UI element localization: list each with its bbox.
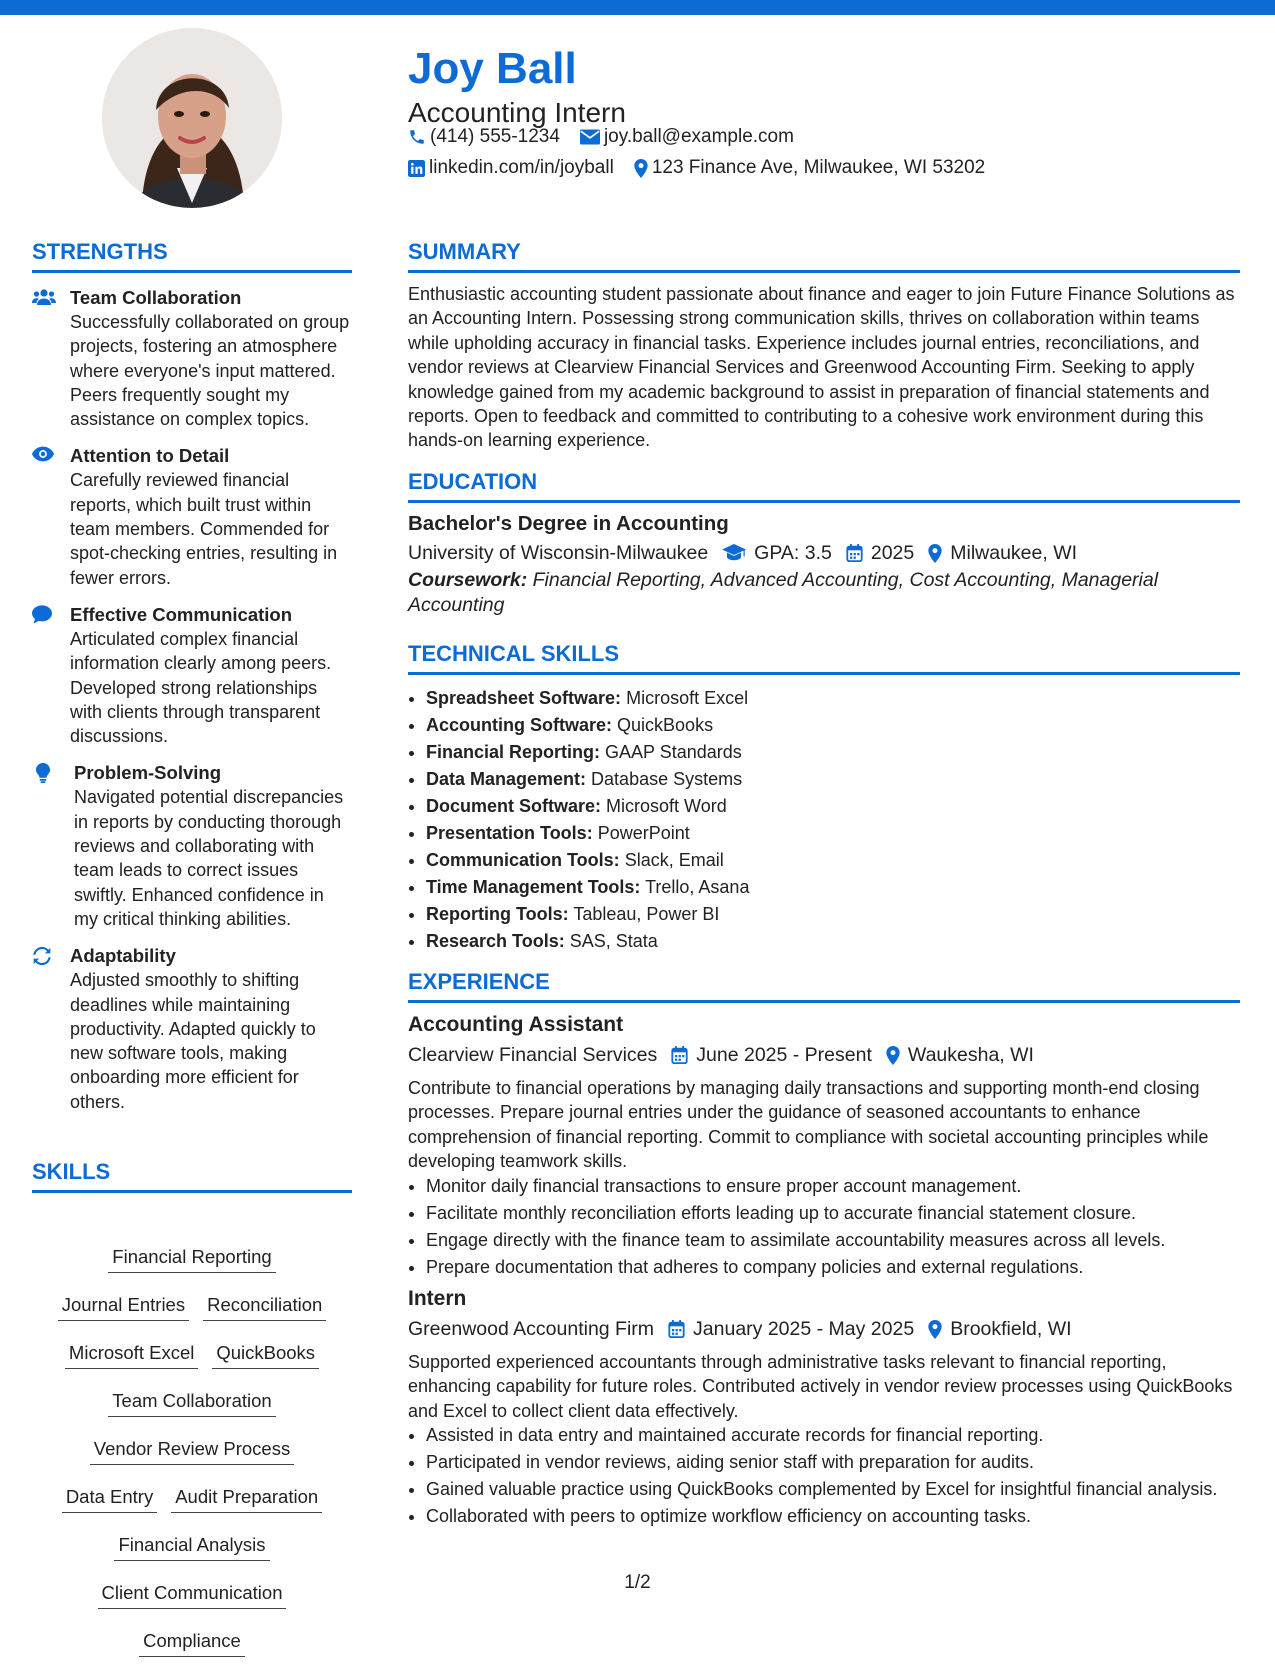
list-item: • Presentation Tools: PowerPoint xyxy=(426,820,1240,847)
coursework-label: Coursework: xyxy=(408,569,528,591)
email-contact xyxy=(580,126,794,148)
job-description: Contribute to financial operations by managing daily transactions and supporting month-end closing processes. Prepare journal entries under the guidance of seasoned accountants to enhance comprehension of financial reporting. Commit to compliance with societal accounting principles while developing teamwork skills. xyxy=(408,1078,1209,1172)
summary-heading: SUMMARY xyxy=(408,238,1240,273)
coursework xyxy=(408,568,1240,618)
summary-section xyxy=(408,282,1240,453)
skill-chip: Journal Entries xyxy=(58,1293,189,1321)
skill-chip: Microsoft Excel xyxy=(65,1341,198,1369)
location-text: Milwaukee, WI xyxy=(950,542,1078,564)
gpa-item xyxy=(722,538,832,568)
school-name: University of Wisconsin-Milwaukee xyxy=(408,542,709,564)
list-item: • Prepare documentation that adheres to company policies and external regulations. xyxy=(426,1255,1240,1279)
year-item xyxy=(846,538,914,568)
company-name: Clearview Financial Services xyxy=(408,1044,658,1066)
phone-contact xyxy=(408,126,560,148)
experience-heading: EXPERIENCE xyxy=(408,968,1240,1003)
list-item: • Collaborated with peers to optimize workflow efficiency on accounting tasks. xyxy=(426,1504,1240,1528)
list-item: • Engage directly with the finance team to assimilate accountability measures across all levels. xyxy=(426,1228,1240,1252)
dates-text: June 2025 - Present xyxy=(696,1044,872,1066)
gpa-text: GPA: 3.5 xyxy=(754,542,832,564)
map-pin-icon xyxy=(886,1046,900,1065)
users-icon xyxy=(32,288,56,306)
location-item xyxy=(886,1040,1034,1070)
envelope-icon xyxy=(580,129,600,145)
skill-chip: Audit Preparation xyxy=(171,1485,322,1513)
skill-chip: Financial Analysis xyxy=(114,1533,269,1561)
comment-icon xyxy=(32,605,52,624)
candidate-name: Joy Ball xyxy=(408,44,577,93)
address-contact xyxy=(634,157,985,179)
dates-item xyxy=(671,1040,872,1070)
skill-chip: QuickBooks xyxy=(212,1341,319,1369)
list-item: • Document Software: Microsoft Word xyxy=(426,793,1240,820)
strength-title: Effective Communication xyxy=(70,603,293,625)
strength-item xyxy=(32,286,352,431)
skill-chip: Team Collaboration xyxy=(108,1389,275,1417)
strength-title: Adaptability xyxy=(70,945,176,967)
linkedin-contact xyxy=(408,157,614,179)
list-item: • Research Tools: SAS, Stata xyxy=(426,928,1240,955)
calendar-icon xyxy=(668,1320,685,1338)
dates-text: January 2025 - May 2025 xyxy=(693,1318,915,1340)
skill-chip: Data Entry xyxy=(62,1485,157,1513)
candidate-title: Accounting Intern xyxy=(408,97,626,128)
strength-description: Navigated potential discrepancies in reports by conducting thorough reviews and collaborating with team leads to correct issues swiftly. Enhanced confidence in my critical thinking abilities. xyxy=(74,787,344,929)
list-item: • Assisted in data entry and maintained accurate records for financial reporting. xyxy=(426,1423,1240,1447)
address-text: 123 Finance Ave, Milwaukee, WI 53202 xyxy=(651,157,986,178)
location-text: Waukesha, WI xyxy=(907,1044,1034,1066)
list-item: • Facilitate monthly reconciliation efforts leading up to accurate financial statement closure. xyxy=(426,1201,1240,1225)
sync-icon xyxy=(32,946,52,966)
skill-chip: Reconciliation xyxy=(203,1293,326,1321)
job-entry xyxy=(408,1284,1240,1531)
job-title: Accounting Assistant xyxy=(408,1013,624,1036)
location-text: Brookfield, WI xyxy=(950,1318,1072,1340)
job-meta xyxy=(408,1040,1240,1070)
strength-title: Attention to Detail xyxy=(70,445,230,467)
map-pin-icon xyxy=(928,1320,942,1339)
technical-skills-section xyxy=(408,685,1240,955)
skills-heading: SKILLS xyxy=(32,1158,352,1193)
linkedin-link[interactable]: linkedin.com/in/joyball xyxy=(429,157,614,178)
skill-chip: Vendor Review Process xyxy=(90,1437,294,1465)
location-item xyxy=(928,1314,1071,1344)
skills-chip-list xyxy=(32,1245,352,1677)
strength-item xyxy=(32,603,352,748)
strength-description: Articulated complex financial information clearly among peers. Developed strong relationships with clients through transparent discussions. xyxy=(70,628,332,747)
job-bullets xyxy=(408,1423,1240,1528)
strengths-list xyxy=(32,286,352,1127)
strength-item xyxy=(32,944,352,1114)
strength-item xyxy=(32,444,352,589)
strength-description: Carefully reviewed financial reports, which built trust within team members. Commended for spot-checking entries, resulting in fewer errors. xyxy=(70,470,338,588)
skill-chip: Compliance xyxy=(139,1629,245,1657)
list-item: • Monitor daily financial transactions to ensure proper account management. xyxy=(426,1174,1240,1198)
year-text: 2025 xyxy=(870,542,915,564)
avatar xyxy=(102,28,282,208)
technical-skills-heading: TECHNICAL SKILLS xyxy=(408,640,1240,675)
education-heading: EDUCATION xyxy=(408,468,1240,503)
company-name: Greenwood Accounting Firm xyxy=(408,1318,655,1340)
graduation-cap-icon xyxy=(722,544,746,562)
degree-title: Bachelor's Degree in Accounting xyxy=(408,512,729,535)
top-accent-bar xyxy=(0,0,1275,15)
coursework-list: Financial Reporting, Advanced Accounting, Cost Accounting, Managerial Accounting xyxy=(408,569,1159,616)
list-item: • Accounting Software: QuickBooks xyxy=(426,712,1240,739)
map-pin-icon xyxy=(928,544,942,563)
phone-icon xyxy=(408,128,426,146)
calendar-icon xyxy=(671,1046,688,1064)
skill-chip: Financial Reporting xyxy=(108,1245,275,1273)
list-item: • Reporting Tools: Tableau, Power BI xyxy=(426,901,1240,928)
education-section xyxy=(408,510,1240,618)
contact-row-2 xyxy=(408,157,1005,179)
portrait-illustration xyxy=(102,28,282,208)
job-description: Supported experienced accountants through administrative tasks relevant to financial reporting, enhancing capability for future roles. Contributed actively in vendor review processes using QuickBooks and Excel to collect client data effectively. xyxy=(408,1352,1233,1421)
list-item: • Gained valuable practice using QuickBooks complemented by Excel for insightful financial analysis. xyxy=(426,1477,1240,1501)
map-pin-icon xyxy=(634,159,648,178)
linkedin-icon xyxy=(408,160,425,177)
strength-description: Adjusted smoothly to shifting deadlines while maintaining productivity. Adapted quickly to new software tools, making onboarding more efficient for others. xyxy=(70,970,316,1112)
page-number: 1/2 xyxy=(624,1572,651,1593)
summary-text: Enthusiastic accounting student passionate about finance and eager to join Future Finance Solutions as an Accounting Intern. Possessing strong communication skills, thrives on collaboration within teams while upholding accuracy in financial tasks. Experience includes journal entries, reconciliations, and vendor reviews at Clearview Financial Services and Greenwood Accounting Firm. Seeking to apply knowledge gained from my academic background to assist in preparation of financial statements and reports. Open to feedback and committed to contributing to a cohesive work environment during this hands-on learning experience. xyxy=(408,284,1235,451)
strength-description: Successfully collaborated on group projects, fostering an atmosphere where everyone's input mattered. Peers frequently sought my assistance on complex topics. xyxy=(70,312,350,430)
list-item: • Communication Tools: Slack, Email xyxy=(426,847,1240,874)
strengths-heading: STRENGTHS xyxy=(32,238,352,273)
job-title: Intern xyxy=(408,1287,467,1310)
list-item: • Data Management: Database Systems xyxy=(426,766,1240,793)
list-item: • Spreadsheet Software: Microsoft Excel xyxy=(426,685,1240,712)
strength-title: Team Collaboration xyxy=(70,287,242,308)
skill-chip: Client Communication xyxy=(98,1581,287,1609)
list-item: • Participated in vendor reviews, aiding senior staff with preparation for audits. xyxy=(426,1450,1240,1474)
job-entry xyxy=(408,1010,1240,1282)
list-item: • Financial Reporting: GAAP Standards xyxy=(426,739,1240,766)
lightbulb-icon xyxy=(36,763,50,783)
strength-title: Problem-Solving xyxy=(74,762,221,784)
calendar-icon xyxy=(846,544,863,562)
education-meta xyxy=(408,538,1240,568)
location-item xyxy=(928,538,1077,568)
dates-item xyxy=(668,1314,914,1344)
email-link[interactable]: joy.ball@example.com xyxy=(603,126,794,147)
eye-icon xyxy=(32,446,54,462)
contact-row-1 xyxy=(408,126,814,148)
job-meta xyxy=(408,1314,1240,1344)
list-item: • Time Management Tools: Trello, Asana xyxy=(426,874,1240,901)
technical-skills-list xyxy=(408,685,1240,955)
job-bullets xyxy=(408,1174,1240,1279)
strength-item xyxy=(32,761,352,931)
phone-text: (414) 555-1234 xyxy=(430,126,560,147)
